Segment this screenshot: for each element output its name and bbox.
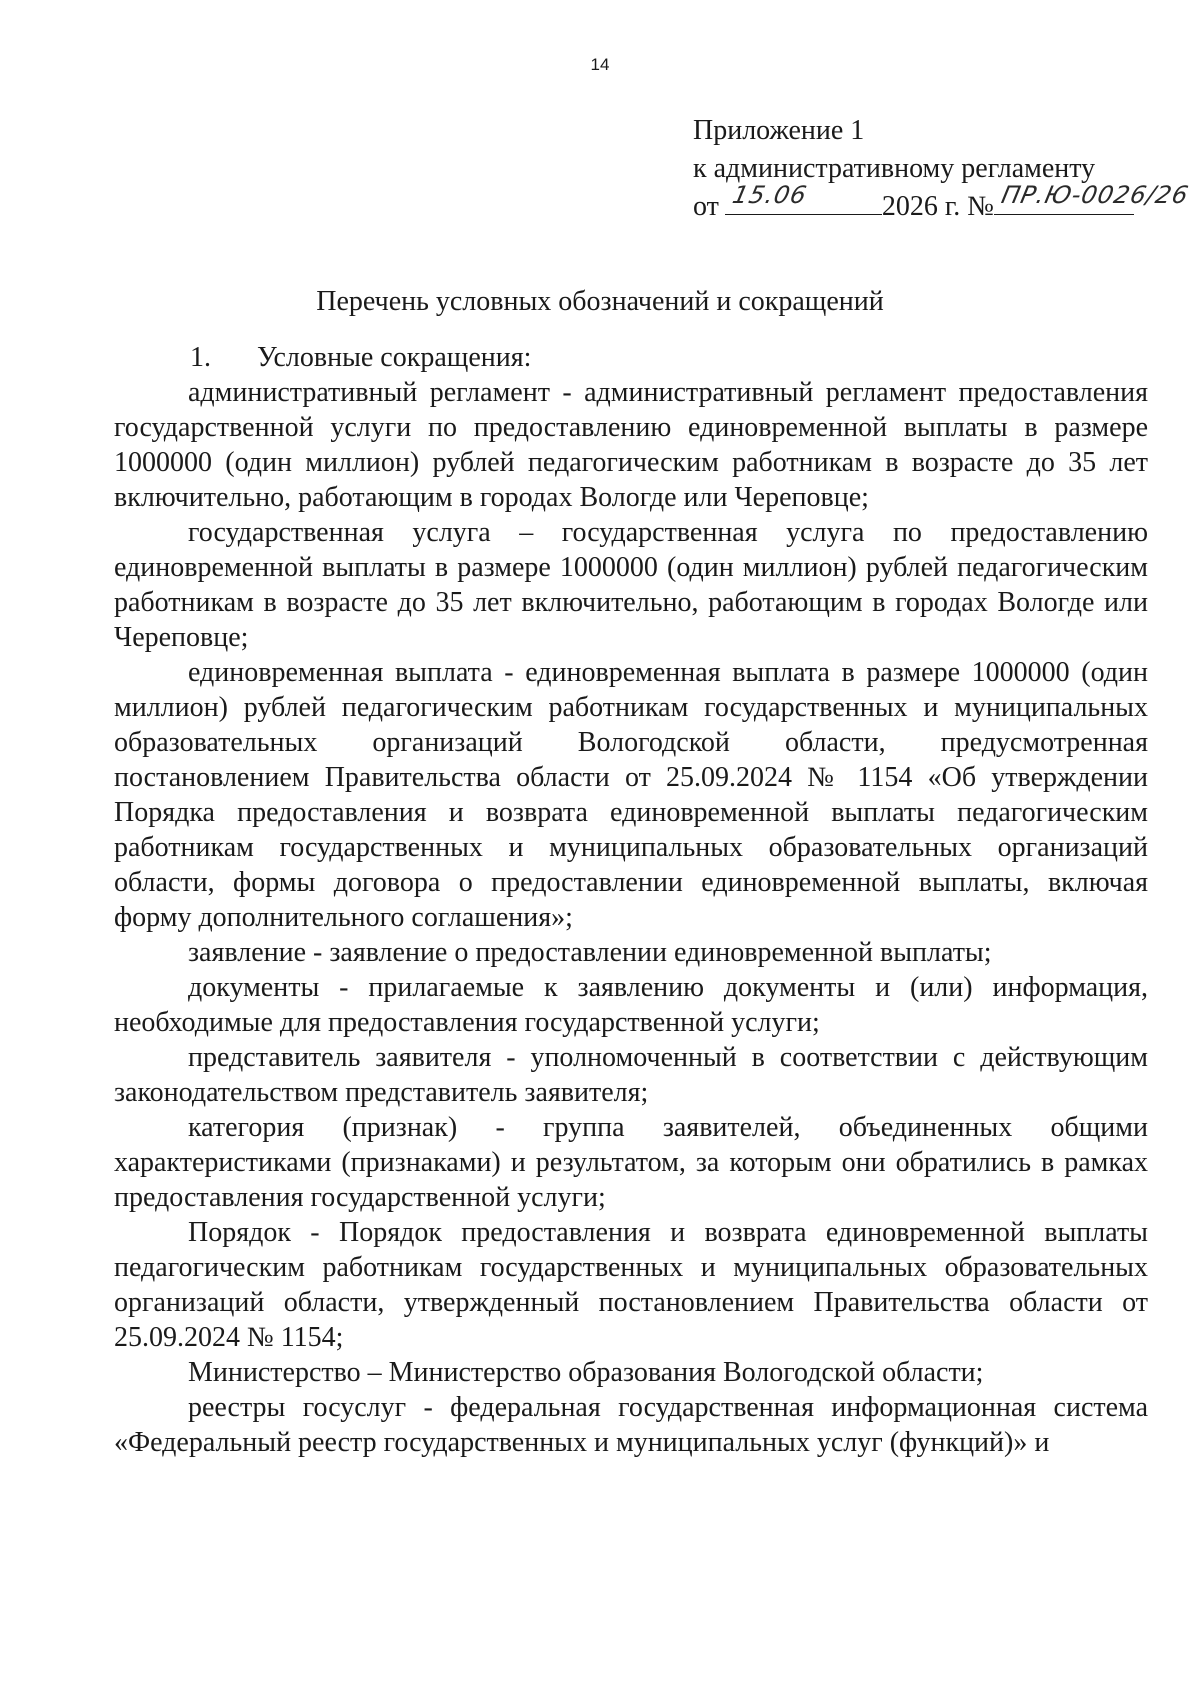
- paragraph-lump-sum-payment: единовременная выплата - единовременная выплата в размере 1000000 (один миллион) рублей педагогическим работникам государственных и муниципальных образовательных организаций Вологодской области, предусмотренная постановлением Правительства области от 25.09.2024 № 1154 «Об утверждении Порядка предоставления и возврата единовременной выплаты педагогическим работникам государственных и муниципальных образовательных организаций области, формы договора о предоставлении единовременной выплаты, включая форму дополнительного соглашения»;: [114, 657, 1148, 933]
- paragraph-ministry: Министерство – Министерство образования Вологодской области;: [188, 1357, 984, 1388]
- section-title: Условные сокращения:: [257, 342, 532, 373]
- number-blank: [994, 181, 1192, 215]
- section-heading: [190, 340, 1148, 375]
- appendix-subtitle: к административному регламенту: [693, 153, 1096, 184]
- appendix-date-line: [693, 181, 1192, 226]
- date-blank: [725, 181, 882, 215]
- paragraph-service-registers: реестры госуслуг - федеральная государственная информационная система «Федеральный реестр государственных и муниципальных услуг (функций)» и: [114, 1392, 1148, 1458]
- paragraph-category: категория (признак) - группа заявителей, объединенных общими характеристиками (признаками) и результатом, за которым они обратились в рамках предоставления государственной услуги;: [114, 1112, 1148, 1213]
- document-body: [114, 340, 1148, 1460]
- handwritten-date: 15.06: [729, 181, 810, 209]
- year-text: 2026 г. №: [881, 191, 994, 222]
- page-number: 14: [590, 55, 610, 74]
- appendix-header: [693, 112, 1192, 226]
- date-prefix: от: [693, 191, 719, 222]
- document-title: Перечень условных обозначений и сокращений: [316, 286, 884, 317]
- paragraph-state-service: государственная услуга – государственная услуга по предоставлению единовременной выплаты в размере 1000000 (один миллион) рублей педагогическим работникам в возрасте до 35 лет включительно, работающим в городах Вологде или Череповце;: [114, 517, 1148, 653]
- appendix-title: Приложение 1: [693, 115, 865, 146]
- paragraph-representative: представитель заявителя - уполномоченный в соответствии с действующим законодательством представитель заявителя;: [114, 1042, 1148, 1108]
- paragraph-application: заявление - заявление о предоставлении единовременной выплаты;: [188, 937, 992, 968]
- paragraph-documents: документы - прилагаемые к заявлению документы и (или) информация, необходимые для предоставления государственной услуги;: [114, 972, 1148, 1038]
- section-number: 1.: [190, 342, 211, 373]
- paragraph-administrative-regulation: административный регламент - административный регламент предоставления государственной услуги по предоставлению единовременной выплаты в размере 1000000 (один миллион) рублей педагогическим работникам в возрасте до 35 лет включительно, работающим в городах Вологде или Череповце;: [114, 377, 1148, 513]
- paragraph-procedure: Порядок - Порядок предоставления и возврата единовременной выплаты педагогическим работникам государственных и муниципальных образовательных организаций области, утвержденный постановлением Правительства области от 25.09.2024 № 1154;: [114, 1217, 1148, 1353]
- handwritten-number: ПР.Ю-0026/26: [998, 181, 1192, 209]
